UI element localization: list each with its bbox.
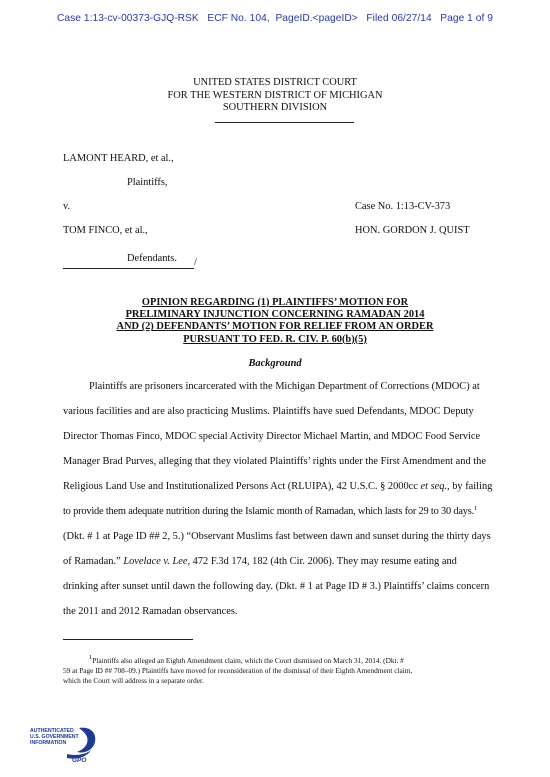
ecf-header: Case 1:13-cv-00373-GJQ-RSK ECF No. 104, PageID.<pageID> Filed 06/27/14 Page 1 of 9: [57, 13, 493, 24]
body-text: Religious Land Use and Institutionalized Persons Act (RLUIPA), 42 U.S.C. § 2000cc: [63, 481, 421, 492]
title-line: OPINION REGARDING (1) PLAINTIFFS’ MOTION FOR: [141, 297, 409, 308]
court-divider: [215, 122, 354, 123]
case-number: Case No. 1:13-CV-373: [355, 201, 451, 212]
body-text: to provide them adequate nutrition during the Islamic month of Ramadan, which lasts for 29 to 30 days.: [63, 506, 475, 517]
eagle-wing: [77, 728, 95, 753]
gpo-authentication-logo: [27, 724, 103, 764]
plaintiffs-name: LAMONT HEARD, et al.,: [63, 153, 174, 164]
body-line: [63, 556, 493, 568]
caption-divider: [63, 268, 194, 269]
judge-name: HON. GORDON J. QUIST: [355, 225, 470, 236]
court-heading: [0, 77, 550, 115]
body-line: various facilities and are also practicing Muslims. Plaintiffs have sued Defendants, MDOC Deputy: [63, 406, 474, 417]
body-line: [63, 506, 493, 518]
plaintiffs-role: Plaintiffs,: [127, 177, 168, 188]
logo-line: U.S. GOVERNMENT: [30, 734, 79, 740]
body-line: the 2011 and 2012 Ramadan observances.: [63, 606, 238, 617]
body-line: [63, 481, 493, 493]
eagle-icon: [27, 724, 103, 764]
body-line: Director Thomas Finco, MDOC special Activity Director Michael Martin, and MDOC Food Service: [63, 431, 481, 442]
logo-gpo: GPO: [72, 757, 87, 764]
body-line: drinking after sunset until dawn the following day. (Dkt. # 1 at Page ID # 3.) Plaintiffs’ claims concern: [63, 581, 490, 592]
footnote-text: Plaintiffs also alleged an Eighth Amendment claim, which the Court dismissed on March 31, 2014. (Dkt. #: [92, 656, 404, 665]
body-line: (Dkt. # 1 at Page ID ## 2, 5.) “Observant Muslims fast between dawn and sunset during the thirty days: [63, 531, 491, 542]
defendants-name: TOM FINCO, et al.,: [63, 225, 148, 236]
court-district: FOR THE WESTERN DISTRICT OF MICHIGAN: [167, 89, 383, 101]
court-name: UNITED STATES DISTRICT COURT: [193, 77, 357, 88]
footnote-line: 59 at Page ID ## 708–09.) Plaintiffs have moved for reconsideration of the dismissal of their Eighth Amendment claim,: [63, 666, 413, 675]
logo-line: AUTHENTICATED: [30, 728, 74, 734]
body-text: , by failing: [447, 481, 493, 492]
footnote-ref[interactable]: 1: [474, 505, 478, 512]
defendants-role: Defendants.: [127, 253, 177, 264]
case-citation: Lovelace v. Lee: [123, 556, 188, 567]
body-line: Plaintiffs are prisoners incarcerated with the Michigan Department of Corrections (MDOC) at: [89, 381, 480, 392]
section-heading: Background: [248, 358, 302, 369]
footnote-marker: 1: [89, 654, 93, 661]
body-text: of Ramadan.”: [63, 556, 124, 567]
body-text: , 472 F.3d 174, 182 (4th Cir. 2006). They may resume eating and: [187, 556, 457, 567]
caption-slash: /: [194, 257, 197, 268]
footnote-line: [89, 656, 519, 666]
opinion-title: [0, 297, 550, 346]
logo-line: INFORMATION: [30, 740, 67, 746]
versus: v.: [63, 201, 71, 212]
footnote-divider: [63, 639, 193, 640]
body-italic: et seq.: [420, 481, 448, 492]
title-line: PURSUANT TO FED. R. CIV. P. 60(b)(5): [183, 333, 367, 345]
footnote-line: which the Court will address in a separate order.: [63, 676, 204, 685]
body-line: Manager Brad Purves, alleging that they violated Plaintiffs’ rights under the First Amendment and the: [63, 456, 486, 467]
title-line: AND (2) DEFENDANTS’ MOTION FOR RELIEF FROM AN ORDER: [116, 321, 434, 333]
title-line: PRELIMINARY INJUNCTION CONCERNING RAMADAN 2014: [125, 309, 425, 321]
court-division: SOUTHERN DIVISION: [222, 102, 328, 114]
